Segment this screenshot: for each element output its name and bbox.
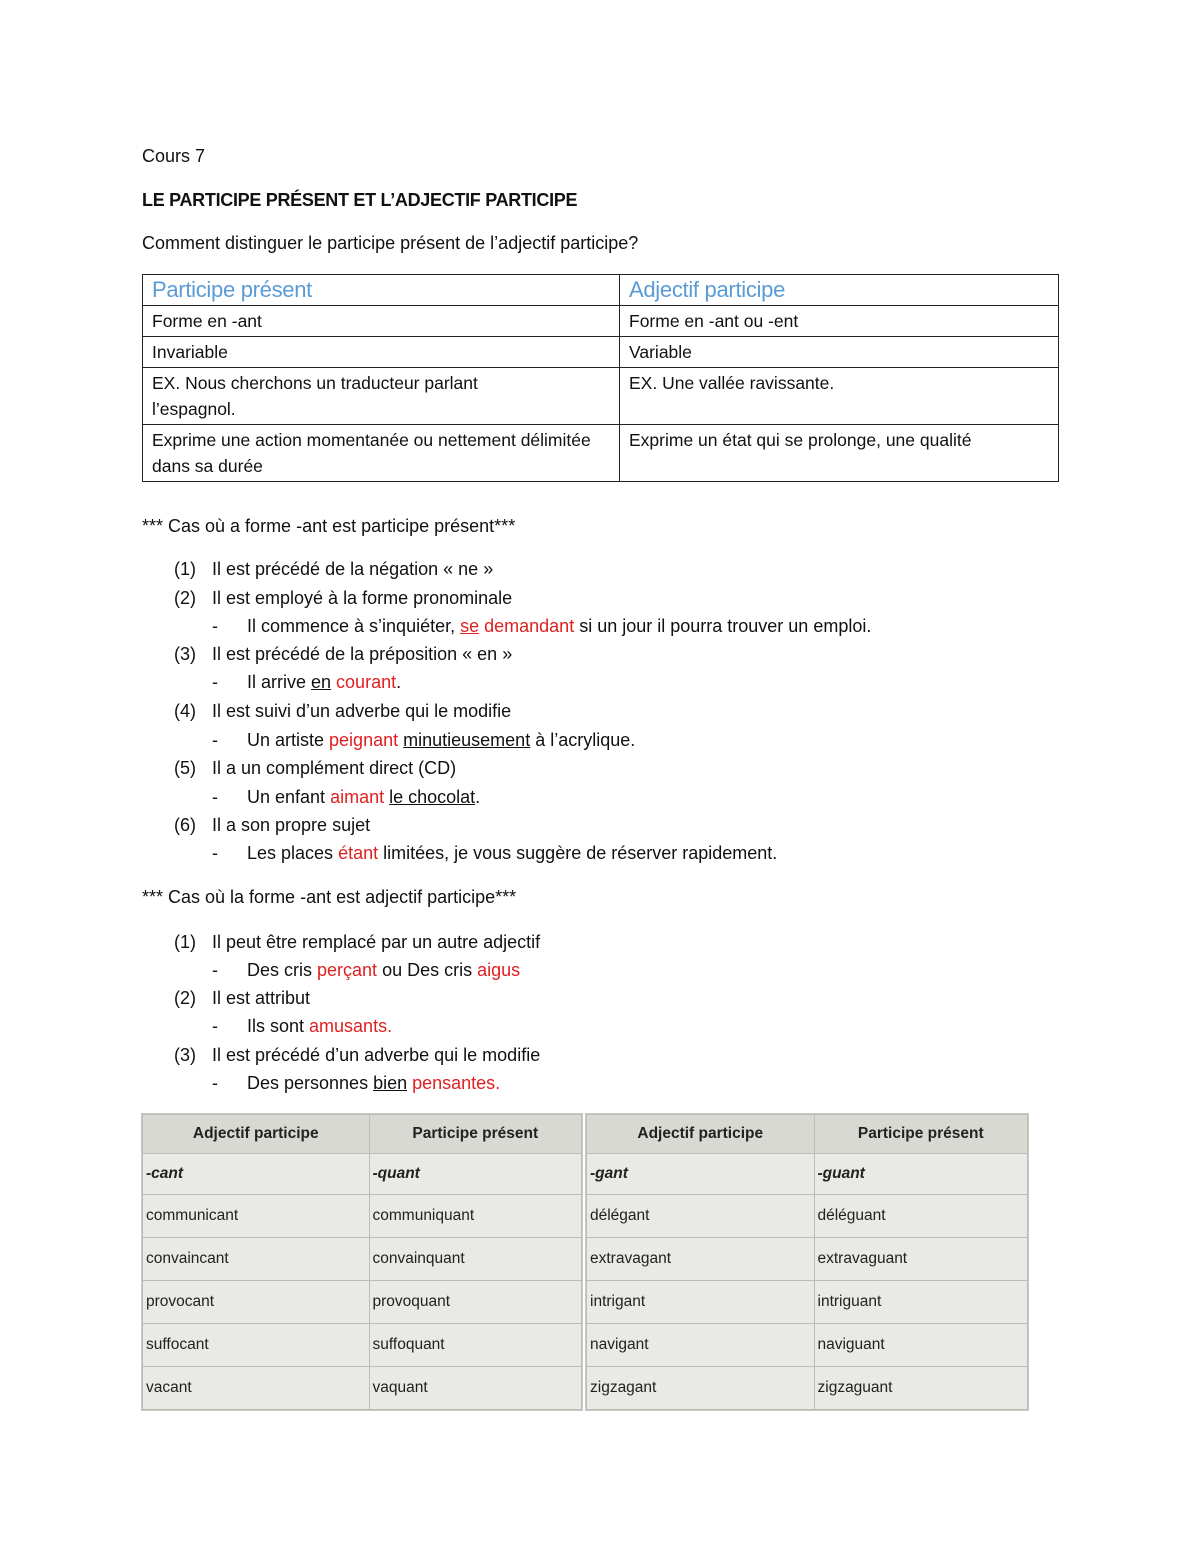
- list-number: (2): [174, 988, 196, 1008]
- example-text: Il commence à s’inquiéter,: [247, 616, 461, 636]
- example-line: [212, 1072, 500, 1094]
- table-row: [587, 1324, 1028, 1367]
- table-cell: communicant: [143, 1195, 370, 1238]
- spelling-table-cant-quant: [142, 1114, 582, 1410]
- example-underlined: en: [311, 672, 332, 692]
- example-highlight: étant: [338, 843, 379, 863]
- table-row: [143, 368, 1059, 425]
- list-item: [174, 700, 511, 722]
- table-cell: Invariable: [143, 337, 620, 368]
- table-row: [143, 1281, 582, 1324]
- table-cell: provocant: [143, 1281, 370, 1324]
- table-cell: EX. Une vallée ravissante.: [620, 368, 1059, 425]
- spelling-suffix-row: [587, 1154, 1028, 1195]
- list-item: [174, 558, 493, 580]
- example-line: [212, 1015, 392, 1037]
- page-title: LE PARTICIPE PRÉSENT ET L’ADJECTIF PARTICIPE: [142, 190, 578, 210]
- example-text: Il arrive: [247, 672, 312, 692]
- intro-question: Comment distinguer le participe présent de l’adjectif participe?: [142, 233, 639, 253]
- table-cell: délégant: [587, 1195, 815, 1238]
- table-cell: Exprime une action momentanée ou nettement délimitée dans sa durée: [143, 425, 620, 482]
- dash-bullet: -: [212, 1073, 218, 1093]
- table-header: Participe présent: [814, 1115, 1028, 1154]
- table-cell: zigzaguant: [814, 1367, 1028, 1410]
- example-text: ou Des cris: [377, 960, 478, 980]
- table-header: Participe présent: [369, 1115, 582, 1154]
- list-number: (2): [174, 588, 196, 608]
- example-text: Des cris: [247, 960, 318, 980]
- table-cell: zigzagant: [587, 1367, 815, 1410]
- table-cell: convainquant: [369, 1238, 582, 1281]
- course-label: Cours 7: [142, 146, 206, 166]
- list-text: Il peut être remplacé par un autre adjectif: [212, 932, 541, 952]
- list-number: (1): [174, 559, 196, 579]
- example-text: .: [475, 787, 481, 807]
- list-item: [174, 587, 512, 609]
- example-text: Ils sont: [247, 1016, 310, 1036]
- dash-bullet: -: [212, 787, 218, 807]
- section-heading-participe-present: *** Cas où a forme -ant est participe présent***: [142, 516, 516, 536]
- example-line: [212, 615, 871, 637]
- example-text: Les places: [247, 843, 339, 863]
- table-cell: intrigant: [587, 1281, 815, 1324]
- example-underlined: minutieusement: [403, 730, 531, 750]
- list-text: Il est attribut: [212, 988, 311, 1008]
- suffix-cell: -gant: [587, 1154, 815, 1195]
- list-text: Il est précédé d’un adverbe qui le modifie: [212, 1045, 541, 1065]
- list-number: (6): [174, 815, 196, 835]
- list-text: Il est précédé de la négation « ne »: [212, 559, 494, 579]
- spelling-header-row: [587, 1115, 1028, 1154]
- list-number: (3): [174, 1045, 196, 1065]
- dash-bullet: -: [212, 730, 218, 750]
- example-line: [212, 671, 401, 693]
- table-cell: EX. Nous cherchons un traducteur parlant l’espagnol.: [143, 368, 620, 425]
- table-cell: vaquant: [369, 1367, 582, 1410]
- table-header: Adjectif participe: [587, 1115, 815, 1154]
- example-line: [212, 729, 635, 751]
- table-cell: déléguant: [814, 1195, 1028, 1238]
- table-row: [143, 1195, 582, 1238]
- dash-bullet: -: [212, 616, 218, 636]
- list-text: Il a un complément direct (CD): [212, 758, 457, 778]
- list-number: (4): [174, 701, 196, 721]
- example-highlight: peignant: [329, 730, 399, 750]
- comparison-header-row: [143, 275, 1059, 306]
- example-underlined: bien: [373, 1073, 408, 1093]
- table-cell: Forme en -ant ou -ent: [620, 306, 1059, 337]
- suffix-cell: -quant: [369, 1154, 582, 1195]
- example-highlight: aimant: [330, 787, 385, 807]
- table-row: [143, 425, 1059, 482]
- table-row: [143, 1238, 582, 1281]
- table-row: [587, 1195, 1028, 1238]
- example-highlight: amusants.: [309, 1016, 393, 1036]
- table-cell: suffocant: [143, 1324, 370, 1367]
- example-highlight: perçant: [317, 960, 378, 980]
- list-text: Il est employé à la forme pronominale: [212, 588, 513, 608]
- spelling-suffix-row: [143, 1154, 582, 1195]
- example-text: à l’acrylique.: [530, 730, 636, 750]
- dash-bullet: -: [212, 960, 218, 980]
- table-row: [143, 306, 1059, 337]
- list-number: (3): [174, 644, 196, 664]
- table-header: Adjectif participe: [143, 1115, 370, 1154]
- table-cell: naviguant: [814, 1324, 1028, 1367]
- table-row: [143, 1324, 582, 1367]
- example-text: .: [396, 672, 402, 692]
- comparison-table: [142, 274, 1059, 482]
- list-number: (1): [174, 932, 196, 952]
- list-item: [174, 1044, 540, 1066]
- example-underlined: le chocolat: [389, 787, 476, 807]
- table-cell: provoquant: [369, 1281, 582, 1324]
- table-cell: vacant: [143, 1367, 370, 1410]
- list-text: Il est suivi d’un adverbe qui le modifie: [212, 701, 512, 721]
- spelling-table-gant-guant: [586, 1114, 1028, 1410]
- table-cell: Variable: [620, 337, 1059, 368]
- table-cell: Forme en -ant: [143, 306, 620, 337]
- list-text: Il a son propre sujet: [212, 815, 371, 835]
- list-item: [174, 931, 540, 953]
- example-text: Des personnes: [247, 1073, 374, 1093]
- table-row: [143, 337, 1059, 368]
- example-highlight: pensantes.: [407, 1073, 501, 1093]
- example-line: [212, 842, 777, 864]
- example-line: [212, 959, 520, 981]
- dash-bullet: -: [212, 843, 218, 863]
- table-row: [143, 1367, 582, 1410]
- list-item: [174, 643, 512, 665]
- example-text: Un enfant: [247, 787, 331, 807]
- spelling-header-row: [143, 1115, 582, 1154]
- header-adjectif-participe: Adjectif participe: [620, 275, 1059, 306]
- example-highlight: demandant: [479, 616, 575, 636]
- table-row: [587, 1238, 1028, 1281]
- example-line: [212, 786, 480, 808]
- example-highlight: aigus: [477, 960, 521, 980]
- dash-bullet: -: [212, 672, 218, 692]
- example-text: Un artiste: [247, 730, 330, 750]
- suffix-cell: -cant: [143, 1154, 370, 1195]
- section-heading-adjectif-participe: *** Cas où la forme -ant est adjectif participe***: [142, 887, 517, 907]
- table-cell: convaincant: [143, 1238, 370, 1281]
- example-text: si un jour il pourra trouver un emploi.: [574, 616, 872, 636]
- list-item: [174, 814, 370, 836]
- example-highlight: courant: [331, 672, 397, 692]
- list-number: (5): [174, 758, 196, 778]
- suffix-cell: -guant: [814, 1154, 1028, 1195]
- dash-bullet: -: [212, 1016, 218, 1036]
- table-cell: extravaguant: [814, 1238, 1028, 1281]
- list-item: [174, 987, 310, 1009]
- table-cell: navigant: [587, 1324, 815, 1367]
- table-row: [587, 1281, 1028, 1324]
- table-cell: extravagant: [587, 1238, 815, 1281]
- example-underlined: se: [460, 616, 480, 636]
- header-participe-present: Participe présent: [143, 275, 620, 306]
- list-item: [174, 757, 456, 779]
- table-cell: communiquant: [369, 1195, 582, 1238]
- table-row: [587, 1367, 1028, 1410]
- example-text: limitées, je vous suggère de réserver rapidement.: [378, 843, 778, 863]
- list-text: Il est précédé de la préposition « en »: [212, 644, 513, 664]
- table-cell: Exprime un état qui se prolonge, une qualité: [620, 425, 1059, 482]
- table-cell: intriguant: [814, 1281, 1028, 1324]
- table-cell: suffoquant: [369, 1324, 582, 1367]
